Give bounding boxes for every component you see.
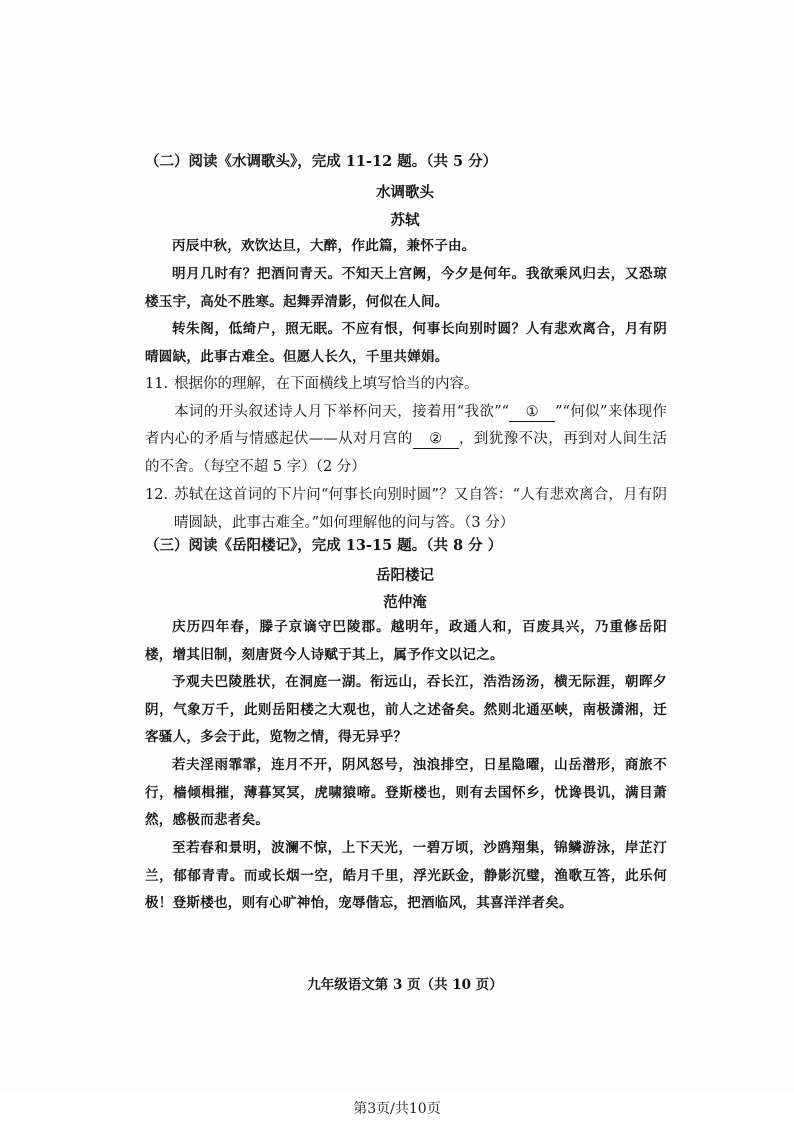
essay-title: 岳阳楼记 [376,567,434,584]
page-footer: 九年级语文第 3 页（共 10 页） [307,977,503,993]
question-11-prompt: 根据你的理解，在下面横线上填写恰当的内容。 [174,376,479,392]
essay-paragraph-3: 若夫淫雨霏霏，连月不开，阴风怒号，浊浪排空，日星隐曜，山岳潜形，商旅不行，樯倾楫摧，薄暮冥冥，虎啸猿啼。登斯楼也，则有去国怀乡，忧谗畏讥，满目萧然，感极而悲者矣。 [145,757,667,828]
essay-author: 范仲淹 [383,594,427,611]
poem-stanza-2: 转朱阁，低绮户，照无眠。不应有恨，何事长向别时圆？人有悲欢离合，月有阴晴圆缺，此事古难全。但愿人长久，千里共婵娟。 [145,321,667,365]
poem-title: 水调歌头 [376,184,434,201]
essay-paragraph-4: 至若春和景明，波澜不惊，上下天光，一碧万顷，沙鸥翔集，锦鳞游泳，岸芷汀兰，郁郁青青。而或长烟一空，皓月千里，浮光跃金，静影沉璧，渔歌互答，此乐何极！登斯楼也，则有心旷神怡，宠辱偕忘，把酒临风，其喜洋洋者矣。 [145,840,667,911]
poem-stanza-1: 明月几时有？把酒问青天。不知天上宫阙，今夕是何年。我欲乘风归去，又恐琼楼玉宇，高处不胜寒。起舞弄清影，何似在人间。 [145,266,667,310]
blank-2[interactable]: ② [413,430,459,449]
poem-preface: 丙辰中秋，欢饮达旦，大醉，作此篇，兼怀子由。 [172,238,476,254]
question-12 [145,482,667,537]
question-11 [145,371,667,481]
essay-paragraph-2: 予观夫巴陵胜状，在洞庭一湖。衔远山，吞长江，浩浩汤汤，横无际涯，朝晖夕阴，气象万千，此则岳阳楼之大观也，前人之述备矣。然则北通巫峡，南极潇湘，迁客骚人，多会于此，览物之情，得无异乎？ [145,674,667,745]
question-12-text: 苏轼在这首词的下片问“何事长向别时圆”？又自答：“人有悲欢离合，月有阴晴圆缺，此事古难全。”如何理解他的问与答。（3 分） [174,487,667,531]
question-11-text: 本词的开头叙述诗人月下举杯问天，接着用“我欲”“ ① ”“何似”来体现作者内心的矛盾与情感起伏——从对月宫的 ② ，到犹豫不决，再到对人间生活的不舍。（每空不超 5 字）（2 分） [145,403,668,475]
section-2-heading: （二）阅读《水调歌头》，完成 11-12 题。（共 5 分） [145,153,498,170]
poem-author: 苏轼 [390,212,420,229]
page-indicator: 第3页/共10页 [353,1101,441,1117]
blank-1[interactable]: ① [509,403,555,422]
question-12-number: 12. [145,487,169,503]
question-11-number: 11. [145,376,169,392]
section-3-heading: （三）阅读《岳阳楼记》，完成 13-15 题。（共 8 分 ） [145,537,503,554]
essay-paragraph-1: 庆历四年春，滕子京谪守巴陵郡。越明年，政通人和，百废具兴，乃重修岳阳楼，增其旧制，刻唐贤今人诗赋于其上，属予作文以记之。 [145,619,667,663]
